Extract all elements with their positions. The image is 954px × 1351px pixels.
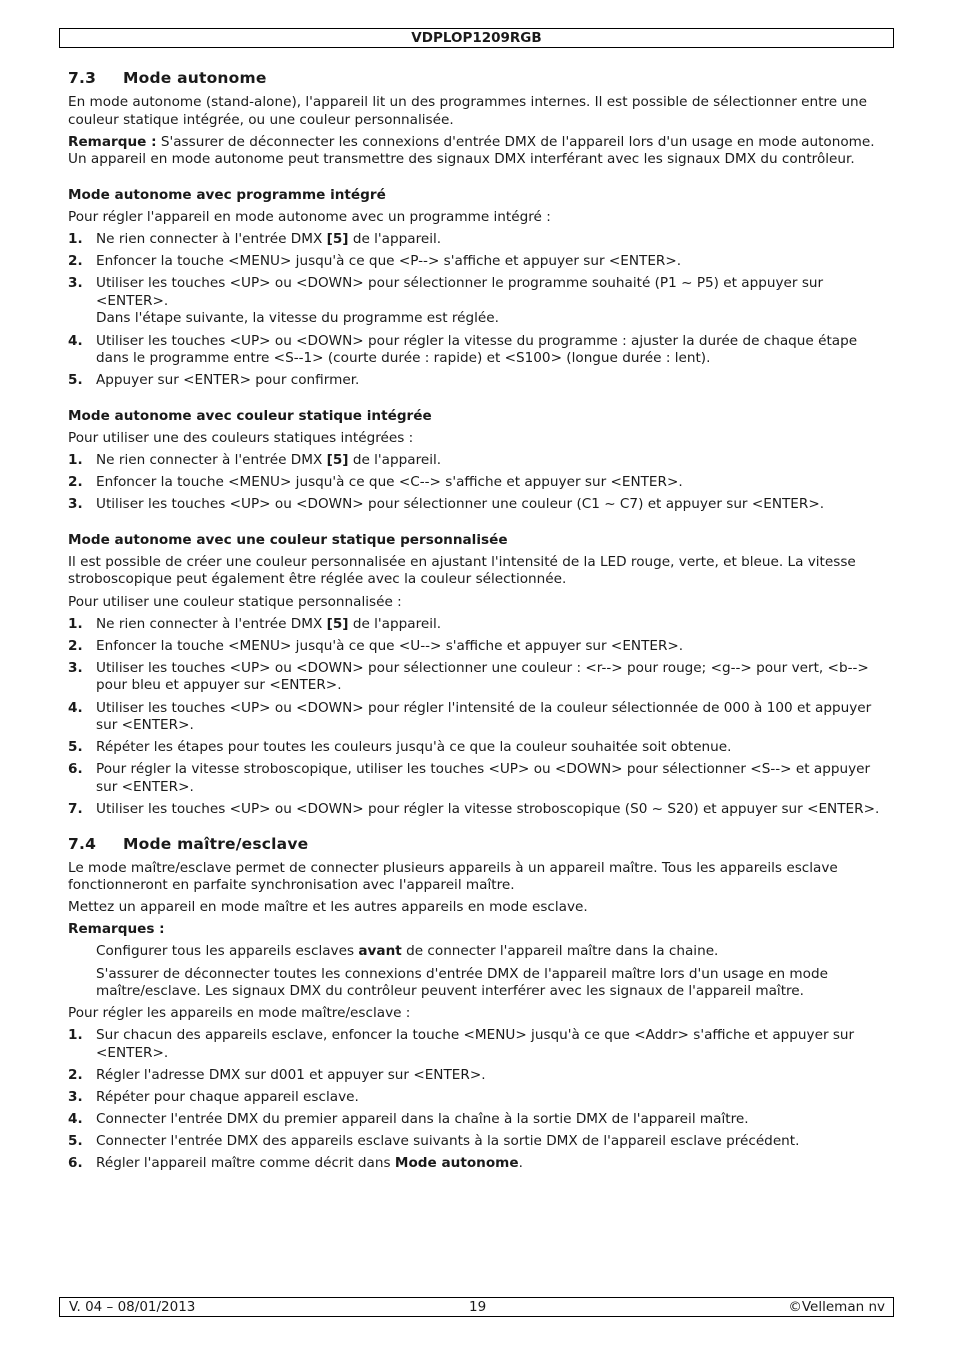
step-number: 2. — [68, 637, 83, 654]
notes-label — [68, 921, 890, 939]
list-item — [68, 496, 890, 514]
list-item — [68, 801, 890, 819]
section-title: Mode autonome — [123, 69, 267, 87]
subsection-heading: Mode autonome avec couleur statique intégrée — [68, 407, 432, 424]
step-bold: [5] — [326, 615, 349, 632]
note-text-part: de connecter l'appareil maître dans la chaine. — [401, 943, 719, 960]
step-text: Appuyer sur <ENTER> pour confirmer. — [96, 372, 360, 389]
list-item — [68, 231, 890, 249]
step-text-part: Ne rien connecter à l'entrée DMX — [96, 452, 327, 468]
step-number: 5. — [68, 1133, 83, 1150]
section-number: 7.4 — [68, 834, 97, 853]
list-item — [68, 333, 890, 368]
step-number: 2. — [68, 253, 83, 270]
paragraph: Pour régler les appareils en mode maître/esclave : — [68, 1005, 411, 1022]
note-bold: avant — [358, 943, 402, 960]
footer-page-number: 19 — [469, 1299, 487, 1315]
note-item — [68, 943, 890, 961]
note-text-part: Configurer tous les appareils esclaves — [96, 943, 359, 960]
note-label: Remarque : — [68, 133, 157, 150]
list-item — [68, 1027, 890, 1062]
step-text: Connecter l'entrée DMX du premier appareil dans la chaîne à la sortie DMX de l'appareil maître. — [96, 1111, 749, 1128]
footer-version: V. 04 – 08/01/2013 — [69, 1299, 196, 1315]
list-item — [68, 1111, 890, 1129]
paragraph: En mode autonome (stand-alone), l'appareil lit un des programmes internes. Il est possible de sélectionner entre une couleur statique intégrée, ou une couleur personnalisée. — [68, 94, 868, 128]
step-text: Utiliser les touches <UP> ou <DOWN> pour régler la vitesse du programme : ajuster la durée de chaque étape dans le programme entre <S--1> (courte durée : rapide) et <S100> (longue durée : lent). — [96, 332, 858, 367]
paragraph: Le mode maître/esclave permet de connecter plusieurs appareils à un appareil maître. Tous les appareils esclave fonctionneront en parfaite synchronisation avec l'appareil maître. — [68, 859, 838, 894]
step-number: 6. — [68, 1155, 83, 1172]
paragraph: Pour utiliser une des couleurs statiques intégrées : — [68, 429, 414, 446]
note-item: S'assurer de déconnecter toutes les connexions d'entrée DMX de l'appareil maître lors d'un usage en mode maître/esclave. Les signaux DMX du contrôleur peuvent interférer avec les signaux de l'appareil maître. — [96, 965, 828, 1000]
step-text-part: de l'appareil. — [348, 615, 442, 632]
list-item — [68, 1089, 890, 1107]
step-text: Sur chacun des appareils esclave, enfoncer la touche <MENU> jusqu'à ce que <Addr> s'affiche et appuyer sur <ENTER>. — [96, 1027, 855, 1061]
footer-copyright: ©Velleman nv — [788, 1299, 885, 1315]
list-item — [68, 452, 890, 470]
list-item — [68, 372, 890, 390]
step-text-part: Ne rien connecter à l'entrée DMX — [96, 615, 327, 632]
notes-label-text: Remarques : — [68, 921, 165, 938]
step-text — [96, 452, 890, 470]
list-item — [68, 474, 890, 492]
step-number: 3. — [68, 1089, 83, 1106]
step-text: Enfoncer la touche <MENU> jusqu'à ce que <C--> s'affiche et appuyer sur <ENTER>. — [96, 474, 683, 491]
steps-list — [68, 616, 890, 819]
paragraph: Pour utiliser une couleur statique personnalisée : — [68, 593, 402, 610]
list-item — [68, 660, 890, 695]
list-item — [68, 1133, 890, 1151]
steps-list — [68, 231, 890, 390]
section-heading-7-4 — [68, 833, 890, 855]
list-item — [68, 700, 890, 735]
note-text: S'assurer de déconnecter les connexions d'entrée DMX de l'appareil lors d'un usage en mode autonome. Un appareil en mode autonome peut transmettre des signaux DMX interférant avec les signaux DMX du contrôleur. — [68, 133, 875, 168]
step-text-part: Régler l'appareil maître comme décrit dans — [96, 1155, 395, 1172]
step-text — [96, 616, 890, 634]
step-number: 5. — [68, 739, 83, 756]
header-model-box — [59, 28, 894, 48]
list-item — [68, 739, 890, 757]
step-number: 4. — [68, 332, 83, 349]
step-number: 5. — [68, 372, 83, 389]
paragraph: Il est possible de créer une couleur personnalisée en ajustant l'intensité de la LED rouge, verte, et bleue. La vitesse stroboscopique peut également être réglée avec la couleur sélectionnée. — [68, 553, 856, 588]
list-item — [68, 1155, 890, 1173]
section-title: Mode maître/esclave — [123, 834, 309, 853]
step-number: 4. — [68, 699, 83, 716]
list-item — [68, 1067, 890, 1085]
subsection-heading: Mode autonome avec une couleur statique personnalisée — [68, 531, 508, 548]
step-number: 2. — [68, 1067, 83, 1084]
step-text: Régler l'adresse DMX sur d001 et appuyer sur <ENTER>. — [96, 1067, 486, 1084]
section-number: 7.3 — [68, 69, 97, 87]
step-text-part: de l'appareil. — [348, 231, 442, 248]
step-text — [96, 231, 890, 249]
step-number: 4. — [68, 1111, 83, 1128]
step-text: Utiliser les touches <UP> ou <DOWN> pour sélectionner une couleur (C1 ~ C7) et appuyer sur <ENTER>. — [96, 496, 825, 513]
section-heading-7-3 — [68, 67, 890, 89]
step-text: Utiliser les touches <UP> ou <DOWN> pour sélectionner une couleur : <r--> pour rouge; <g--> pour vert, <b--> pour bleu et appuyer sur <ENTER>. — [96, 659, 869, 694]
step-number: 6. — [68, 761, 83, 778]
step-number: 3. — [68, 275, 83, 292]
step-text — [96, 275, 890, 328]
step-text-part: Ne rien connecter à l'entrée DMX — [96, 231, 327, 248]
step-text-part: Utiliser les touches <UP> ou <DOWN> pour sélectionner le programme souhaité (P1 ~ P5) et appuyer sur <ENTER>. — [96, 275, 824, 309]
step-text-part: . — [518, 1155, 523, 1172]
step-number: 1. — [68, 452, 83, 468]
paragraph: Mettez un appareil en mode maître et les autres appareils en mode esclave. — [68, 899, 588, 916]
subsection-heading: Mode autonome avec programme intégré — [68, 186, 386, 203]
step-number: 1. — [68, 231, 83, 248]
step-text: Utiliser les touches <UP> ou <DOWN> pour régler la vitesse stroboscopique (S0 ~ S20) et appuyer sur <ENTER>. — [96, 801, 880, 817]
step-text-part: de l'appareil. — [348, 452, 442, 468]
model-title: VDPLOP1209RGB — [411, 30, 542, 46]
step-bold: [5] — [326, 231, 349, 248]
step-text: Enfoncer la touche <MENU> jusqu'à ce que <P--> s'affiche et appuyer sur <ENTER>. — [96, 253, 682, 270]
step-text: Utiliser les touches <UP> ou <DOWN> pour régler l'intensité de la couleur sélectionnée de 000 à 100 et appuyer sur <ENTER>. — [96, 699, 872, 734]
page-content — [68, 67, 890, 1173]
step-text: Connecter l'entrée DMX des appareils esclave suivants à la sortie DMX de l'appareil esclave précédent. — [96, 1133, 800, 1150]
step-number: 3. — [68, 496, 83, 513]
step-number: 2. — [68, 474, 83, 491]
step-text — [96, 1155, 890, 1173]
paragraph: Pour régler l'appareil en mode autonome avec un programme intégré : — [68, 208, 551, 225]
list-item — [68, 275, 890, 328]
step-number: 1. — [68, 615, 83, 632]
steps-list — [68, 1027, 890, 1173]
list-item — [68, 638, 890, 656]
step-number: 3. — [68, 659, 83, 676]
list-item — [68, 253, 890, 271]
step-extra: Dans l'étape suivante, la vitesse du programme est réglée. — [96, 310, 499, 327]
note-paragraph — [68, 134, 890, 169]
steps-list — [68, 452, 890, 514]
step-text: Enfoncer la touche <MENU> jusqu'à ce que <U--> s'affiche et appuyer sur <ENTER>. — [96, 637, 684, 654]
step-number: 7. — [68, 801, 83, 817]
step-text: Répéter pour chaque appareil esclave. — [96, 1089, 359, 1106]
list-item — [68, 616, 890, 634]
step-bold: [5] — [326, 452, 349, 468]
footer-box — [59, 1297, 894, 1317]
step-text: Répéter les étapes pour toutes les couleurs jusqu'à ce que la couleur souhaitée soit obtenue. — [96, 739, 732, 756]
list-item — [68, 761, 890, 796]
step-number: 1. — [68, 1027, 83, 1044]
step-text: Pour régler la vitesse stroboscopique, utiliser les touches <UP> ou <DOWN> pour sélectionner <S--> et appuyer sur <ENTER>. — [96, 761, 871, 795]
step-bold: Mode autonome — [394, 1155, 519, 1172]
